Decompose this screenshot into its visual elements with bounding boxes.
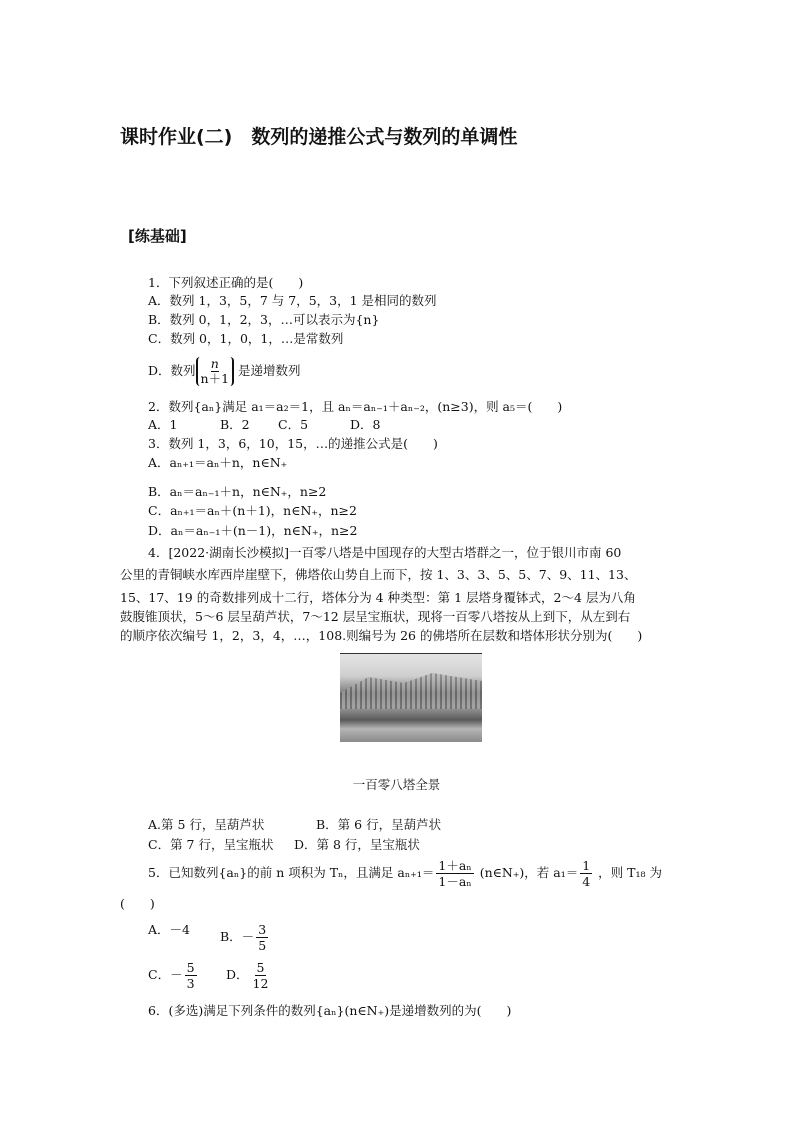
q2-option-a: A．1 xyxy=(148,417,178,432)
q4-line-3: 15、17、19 的奇数排列成十二行，塔体分为 4 种类型：第 1 层塔身覆钵式，2～4 层为八角 xyxy=(120,590,636,605)
option-fraction xyxy=(185,960,197,991)
option-prefix: D． xyxy=(226,967,249,982)
option-prefix: B．－ xyxy=(220,929,255,944)
q5-stem-b: (n∈N₊)，若 a₁＝ xyxy=(479,865,579,880)
photo-caption: 一百零八塔全景 xyxy=(352,777,441,792)
q4-option-b: B．第 6 行，呈葫芦状 xyxy=(316,817,442,832)
fraction-denominator: 1－aₙ xyxy=(438,874,472,889)
q2-option-b: B．2 xyxy=(220,417,250,432)
fraction-denominator: 3 xyxy=(186,976,195,991)
q2-option-c: C．5 xyxy=(278,417,309,432)
q4-line-5: 的顺序依次编号 1，2，3，4，…，108.则编号为 26 的佛塔所在层数和塔体形状分别为( ) xyxy=(120,628,643,643)
q4-line-1: 4．[2022·湖南长沙模拟]一百零八塔是中国现存的大型古塔群之一，位于银川市南 60 xyxy=(148,545,622,560)
q5-answer-paren: ( ) xyxy=(120,896,155,911)
q3-stem: 3．数列 1，3，6，10，15，…的递推公式是( ) xyxy=(148,436,438,451)
q5-stem-a: 5．已知数列{aₙ}的前 n 项积为 Tₙ，且满足 aₙ₊₁＝ xyxy=(148,865,435,880)
q2-option-d: D．8 xyxy=(350,417,381,432)
option-fraction xyxy=(256,922,268,953)
fraction-denominator: n＋1 xyxy=(200,371,230,386)
q3-option-c: C．aₙ₊₁＝aₙ＋(n＋1)，n∈N₊，n≥2 xyxy=(148,503,357,518)
q4-option-c: C．第 7 行，呈宝瓶状 xyxy=(148,837,274,852)
q4-option-a: A.第 5 行，呈葫芦状 xyxy=(148,817,265,832)
option-d-prefix: D．数列 xyxy=(148,363,196,378)
sequence-fraction xyxy=(196,357,235,386)
a1-fraction xyxy=(580,858,592,889)
q1-stem: 1．下列叙述正确的是( ) xyxy=(148,275,304,290)
q3-option-a: A．aₙ₊₁＝aₙ＋n，n∈N₊ xyxy=(148,455,288,470)
q5-stem xyxy=(148,858,662,889)
q4-line-4: 鼓腹锥顶状，5～6 层呈葫芦状，7～12 层呈宝瓶状，现将一百零八塔按从上到下，从左到右 xyxy=(120,609,631,624)
fraction-numerator: 5 xyxy=(256,960,265,975)
fraction-numerator: 1 xyxy=(582,858,591,873)
fraction-denominator: 4 xyxy=(582,874,591,889)
page-title: 课时作业(二) 数列的递推公式与数列的单调性 xyxy=(120,126,518,148)
fraction-numerator: n xyxy=(210,356,219,371)
option-d-suffix: 是递增数列 xyxy=(238,363,301,378)
fraction-numerator: 3 xyxy=(258,922,267,937)
q4-option-d: D．第 8 行，呈宝瓶状 xyxy=(294,837,420,852)
q5-option-a: A．－4 xyxy=(148,922,190,937)
fraction-denominator: 5 xyxy=(258,938,267,953)
q5-option-d xyxy=(226,960,272,991)
q1-option-a: A．数列 1，3，5，7 与 7，5，3，1 是相同的数列 xyxy=(148,293,437,308)
q6-stem: 6．(多选)满足下列条件的数列{aₙ}(n∈N₊)是递增数列的为( ) xyxy=(148,1003,512,1018)
fraction-denominator: 12 xyxy=(252,976,269,991)
q5-stem-c: ，则 T₁₈ 为 xyxy=(598,865,662,880)
pagoda-photo xyxy=(340,653,482,742)
option-prefix: C．－ xyxy=(148,967,183,982)
q1-option-d xyxy=(148,357,301,386)
section-heading: [练基础] xyxy=(128,227,187,245)
q3-option-b: B．aₙ＝aₙ₋₁＋n，n∈N₊，n≥2 xyxy=(148,484,327,499)
q5-option-b xyxy=(220,922,270,953)
fraction-numerator: 5 xyxy=(186,960,195,975)
q3-option-d: D．aₙ＝aₙ₋₁＋(n－1)，n∈N₊，n≥2 xyxy=(148,523,358,538)
fraction-numerator: 1＋aₙ xyxy=(438,858,472,873)
q5-option-c xyxy=(148,960,199,991)
q1-option-b: B．数列 0，1，2，3，…可以表示为{n} xyxy=(148,312,380,327)
option-fraction xyxy=(251,960,271,991)
q4-line-2: 公里的青铜峡水库西岸崖壁下，佛塔依山势自上而下，按 1、3、3、5、5、7、9、11、13、 xyxy=(120,567,637,582)
q1-option-c: C．数列 0，1，0，1，…是常数列 xyxy=(148,331,344,346)
q2-stem: 2．数列{aₙ}满足 a₁＝a₂＝1，且 aₙ＝aₙ₋₁＋aₙ₋₂，(n≥3)，则 a₅＝( ) xyxy=(148,399,563,414)
recurrence-fraction xyxy=(436,858,473,889)
